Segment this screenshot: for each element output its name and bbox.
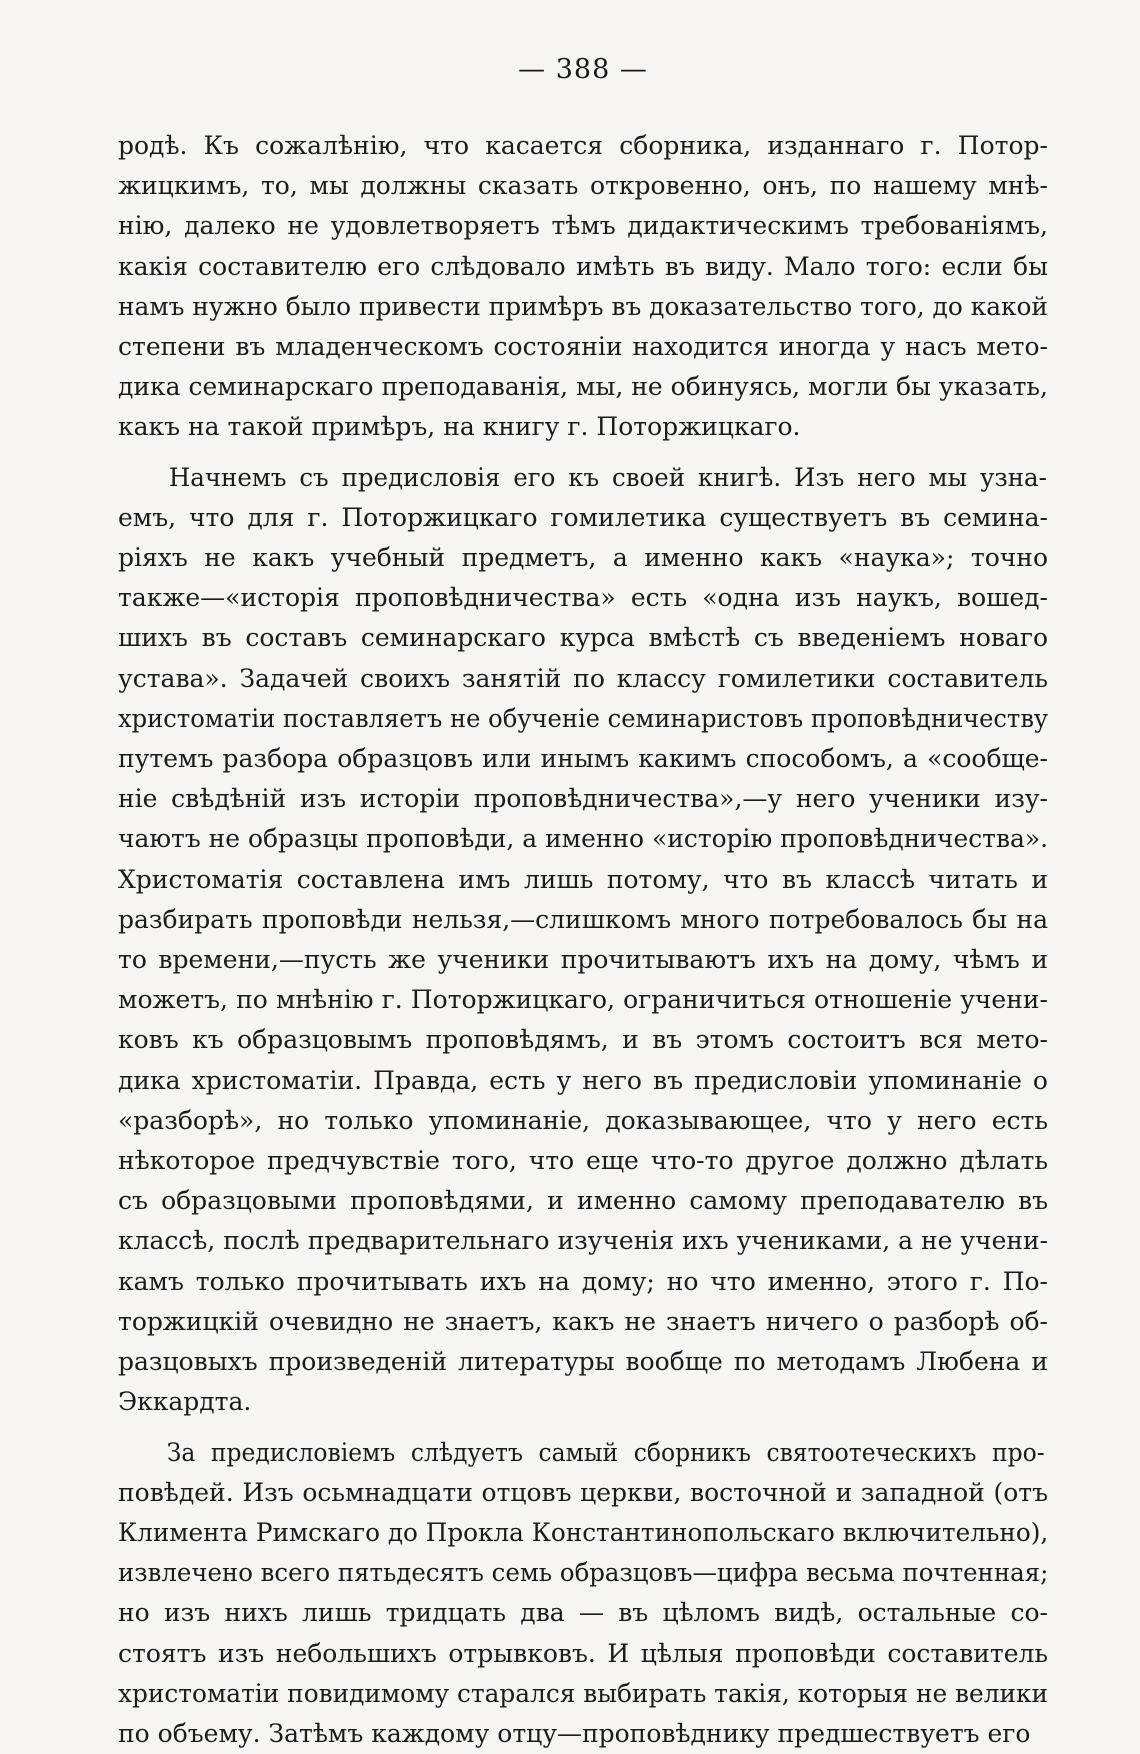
text-line: повѣдей. Изъ осьмнадцати отцовъ церкви, восточной и западной (отъ [118, 1473, 1048, 1513]
text-line: но изъ нихъ лишь тридцать два — въ цѣломъ видѣ, остальные со- [118, 1593, 1048, 1633]
text-line: разбирать проповѣди нельзя,—слишкомъ много потребовалось бы на [118, 900, 1048, 940]
text-line: стоятъ изъ небольшихъ отрывковъ. И цѣлыя проповѣди составитель [118, 1634, 1048, 1674]
text-line: христоматіи поставляетъ не обученіе семинаристовъ проповѣдничеству [118, 699, 1048, 739]
text-line: дика семинарскаго преподаванія, мы, не обинуясь, могли бы указать, [118, 367, 1048, 407]
text-line: Начнемъ съ предисловія его къ своей книгѣ. Изъ него мы узна- [118, 458, 1047, 498]
text-line: по объему. Затѣмъ каждому отцу—проповѣднику предшествуетъ его [118, 1714, 1048, 1754]
paragraph-gap [118, 448, 1048, 458]
text-line: шихъ въ составъ семинарскаго курса вмѣстѣ съ введеніемъ новаго [118, 618, 1048, 658]
body-text [118, 126, 1048, 1754]
text-line: Христоматія составлена имъ лишь потому, что въ классѣ читать и [118, 860, 1048, 900]
paragraph [118, 458, 1048, 1423]
text-line: Климента Римскаго до Прокла Константинопольскаго включительно), [118, 1513, 1048, 1553]
text-line: чаютъ не образцы проповѣди, а именно «исторію проповѣдничества». [118, 819, 1048, 859]
page-number: — 388 — [118, 48, 1048, 92]
text-line: «разборѣ», но только упоминаніе, доказывающее, что у него есть [118, 1101, 1048, 1141]
text-line: За предисловіемъ слѣдуетъ самый сборникъ святоотеческихъ про- [118, 1433, 1045, 1473]
text-line: то времени,—пусть же ученики прочитываютъ ихъ на дому, чѣмъ и [118, 940, 1048, 980]
text-line: ковъ къ образцовымъ проповѣдямъ, и въ этомъ состоитъ вся мето- [118, 1020, 1048, 1060]
text-line: намъ нужно было привести примѣръ въ доказательство того, до какой [118, 287, 1048, 327]
text-line: родѣ. Къ сожалѣнію, что касается сборника, изданнаго г. Потор- [118, 126, 1048, 166]
text-line: устава». Задачей своихъ занятій по классу гомилетики составитель [118, 659, 1048, 699]
text-line: извлечено всего пятьдесятъ семь образцовъ—цифра весьма почтенная; [118, 1553, 1048, 1593]
text-line: торжицкій очевидно не знаетъ, какъ не знаетъ ничего о разборѣ об- [118, 1302, 1048, 1342]
paragraph-gap [118, 1423, 1048, 1433]
text-line: какія составителю его слѣдовало имѣть въ виду. Мало того: если бы [118, 247, 1048, 287]
text-line: нію, далеко не удовлетворяетъ тѣмъ дидактическимъ требованіямъ, [118, 206, 1048, 246]
text-line: путемъ разбора образцовъ или инымъ какимъ способомъ, а «сообще- [118, 739, 1048, 779]
paragraph [118, 126, 1048, 448]
text-line: разцовыхъ произведеній литературы вообще по методамъ Любена и [118, 1342, 1048, 1382]
text-line: камъ только прочитывать ихъ на дому; но что именно, этого г. По- [118, 1262, 1048, 1302]
text-line: съ образцовыми проповѣдями, и именно самому преподавателю въ [118, 1181, 1048, 1221]
text-line: ріяхъ не какъ учебный предметъ, а именно какъ «наука»; точно [118, 538, 1048, 578]
text-line: емъ, что для г. Поторжицкаго гомилетика существуетъ въ семина- [118, 498, 1048, 538]
text-line: нѣкоторое предчувствіе того, что еще что-то другое должно дѣлать [118, 1141, 1048, 1181]
text-line: можетъ, по мнѣнію г. Поторжицкаго, ограничиться отношеніе учени- [118, 980, 1048, 1020]
text-line: дика христоматіи. Правда, есть у него въ предисловіи упоминаніе о [118, 1061, 1048, 1101]
text-line: Эккардта. [118, 1382, 1048, 1422]
text-line: также—«исторія проповѣдничества» есть «одна изъ наукъ, вошед- [118, 578, 1048, 618]
text-line: какъ на такой примѣръ, на книгу г. Поторжицкаго. [118, 407, 1048, 447]
text-line: степени въ младенческомъ состояніи находится иногда у насъ мето- [118, 327, 1048, 367]
text-line: ніе свѣдѣній изъ исторіи проповѣдничества»,—у него ученики изу- [118, 779, 1048, 819]
text-line: классѣ, послѣ предварительнаго изученія ихъ учениками, а не учени- [118, 1221, 1048, 1261]
paragraph [118, 1433, 1048, 1754]
text-line: жицкимъ, то, мы должны сказать откровенно, онъ, по нашему мнѣ- [118, 166, 1048, 206]
text-line: христоматіи повидимому старался выбирать такія, которыя не велики [118, 1674, 1048, 1714]
